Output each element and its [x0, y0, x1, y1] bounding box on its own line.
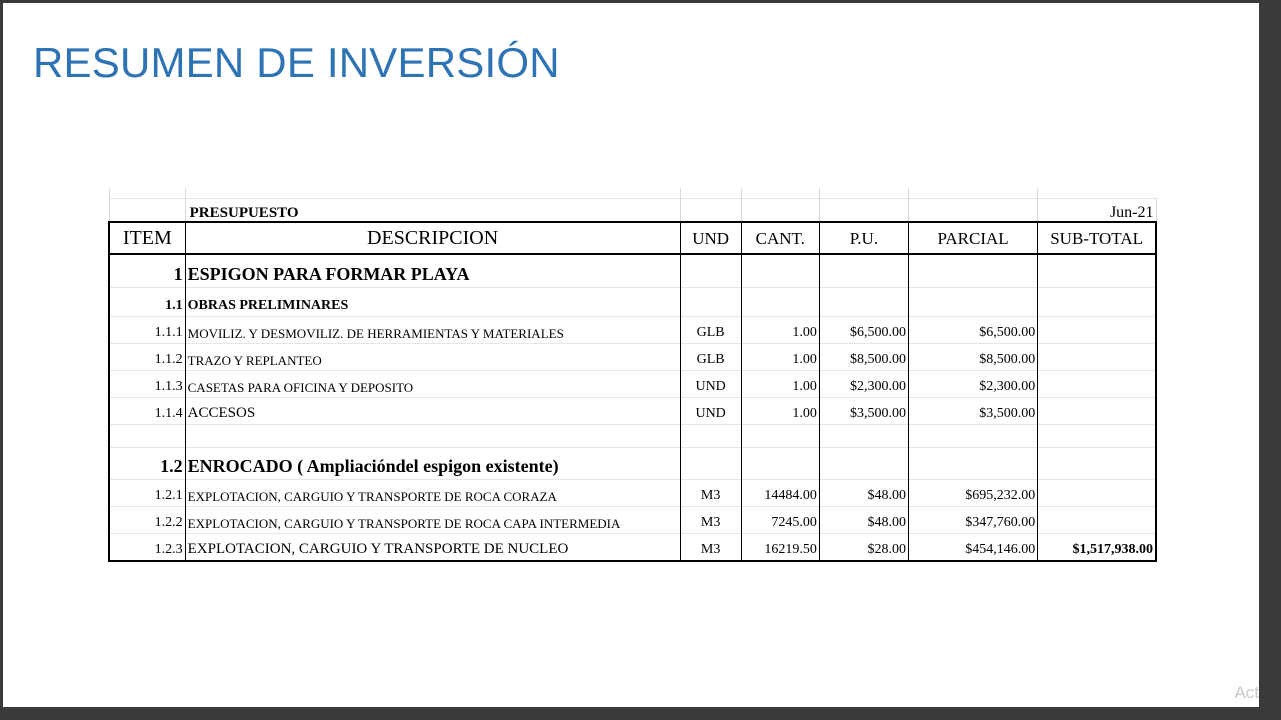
- section-description: ESPIGON PARA FORMAR PLAYA: [185, 254, 680, 288]
- presupuesto-label: PRESUPUESTO: [185, 199, 680, 223]
- slide: [3, 3, 1259, 707]
- row-description: EXPLOTACION, CARGUIO Y TRANSPORTE DE ROCA CORAZA: [185, 480, 680, 507]
- blank-row: [109, 425, 1156, 448]
- row-parcial: $8,500.00: [908, 344, 1037, 371]
- row-parcial: $2,300.00: [908, 371, 1037, 398]
- subtotal-value: $1,517,938.00: [1038, 534, 1156, 562]
- row-pu: $28.00: [819, 534, 908, 562]
- col-header-descripcion: DESCRIPCION: [185, 222, 680, 254]
- row-pu: $48.00: [819, 507, 908, 534]
- row-pu: $8,500.00: [819, 344, 908, 371]
- row-item: 1.2.3: [109, 534, 185, 562]
- table-row: [109, 398, 1156, 425]
- col-header-pu: P.U.: [819, 222, 908, 254]
- row-pu: $6,500.00: [819, 317, 908, 344]
- row-item: 1.2.2: [109, 507, 185, 534]
- row-und: M3: [680, 507, 741, 534]
- budget-table: [108, 188, 1157, 562]
- subsection-row: [109, 288, 1156, 317]
- row-item: 1.1.1: [109, 317, 185, 344]
- table-row: [109, 344, 1156, 371]
- row-description: TRAZO Y REPLANTEO: [185, 344, 680, 371]
- col-header-und: UND: [680, 222, 741, 254]
- row-und: GLB: [680, 344, 741, 371]
- spacer-row: [109, 188, 1156, 199]
- row-description: EXPLOTACION, CARGUIO Y TRANSPORTE DE NUCLEO: [185, 534, 680, 562]
- row-item: 1.2.1: [109, 480, 185, 507]
- row-cant: 1.00: [741, 398, 819, 425]
- subsection-description: OBRAS PRELIMINARES: [185, 288, 680, 317]
- subsection-item: 1.2: [109, 448, 185, 480]
- row-parcial: $454,146.00: [908, 534, 1037, 562]
- subsection-row: [109, 448, 1156, 480]
- row-und: UND: [680, 398, 741, 425]
- table-row: [109, 480, 1156, 507]
- budget-date: Jun-21: [1038, 199, 1156, 223]
- row-item: 1.1.3: [109, 371, 185, 398]
- row-und: M3: [680, 534, 741, 562]
- row-cant: 1.00: [741, 371, 819, 398]
- row-parcial: $695,232.00: [908, 480, 1037, 507]
- activation-watermark: Act: [1234, 683, 1259, 702]
- row-und: UND: [680, 371, 741, 398]
- col-header-subtotal: SUB-TOTAL: [1038, 222, 1156, 254]
- row-pu: $3,500.00: [819, 398, 908, 425]
- table-row: [109, 534, 1156, 562]
- subsection-item: 1.1: [109, 288, 185, 317]
- row-pu: $48.00: [819, 480, 908, 507]
- row-item: 1.1.2: [109, 344, 185, 371]
- row-description: MOVILIZ. Y DESMOVILIZ. DE HERRAMIENTAS Y MATERIALES: [185, 317, 680, 344]
- table-row: [109, 371, 1156, 398]
- row-parcial: $6,500.00: [908, 317, 1037, 344]
- row-cant: 1.00: [741, 344, 819, 371]
- row-item: 1.1.4: [109, 398, 185, 425]
- row-parcial: $347,760.00: [908, 507, 1037, 534]
- row-description: ACCESOS: [185, 398, 680, 425]
- row-cant: 16219.50: [741, 534, 819, 562]
- row-description: CASETAS PARA OFICINA Y DEPOSITO: [185, 371, 680, 398]
- section-item: 1: [109, 254, 185, 288]
- row-und: GLB: [680, 317, 741, 344]
- row-cant: 7245.00: [741, 507, 819, 534]
- section-row: [109, 254, 1156, 288]
- row-pu: $2,300.00: [819, 371, 908, 398]
- col-header-parcial: PARCIAL: [908, 222, 1037, 254]
- col-header-item: ITEM: [109, 222, 185, 254]
- row-cant: 14484.00: [741, 480, 819, 507]
- col-header-cant: CANT.: [741, 222, 819, 254]
- subsection-description: ENROCADO ( Ampliacióndel espigon existente): [185, 448, 680, 480]
- presupuesto-row: [109, 199, 1156, 223]
- table-row: [109, 317, 1156, 344]
- table-row: [109, 507, 1156, 534]
- row-description: EXPLOTACION, CARGUIO Y TRANSPORTE DE ROCA CAPA INTERMEDIA: [185, 507, 680, 534]
- row-cant: 1.00: [741, 317, 819, 344]
- slide-title: RESUMEN DE INVERSIÓN: [33, 39, 560, 86]
- row-und: M3: [680, 480, 741, 507]
- row-parcial: $3,500.00: [908, 398, 1037, 425]
- header-row: [109, 222, 1156, 254]
